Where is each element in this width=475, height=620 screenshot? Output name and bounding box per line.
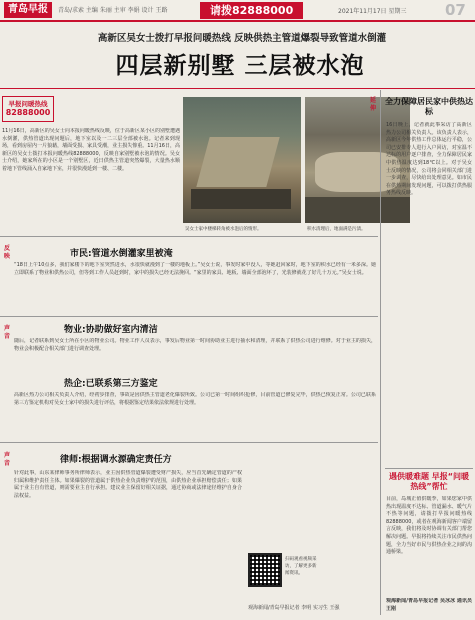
masthead-editors: 青岛/求索 主编 朱丽 主审 李娟 设计 王路 bbox=[58, 7, 168, 14]
lead-kicker: 高新区吴女士拨打早报问暖热线 反映供热主管道爆裂导致管道水倒灌 bbox=[97, 33, 387, 44]
hotline-box-title: 早报问暖热线 bbox=[8, 100, 48, 108]
coordinate-label: 声音 bbox=[3, 325, 10, 340]
photo2-caption: 积水清理后，地面满是污渍。 bbox=[307, 227, 366, 232]
column-divider bbox=[380, 90, 381, 615]
lead-body: 11月16日，高新区的吴女士向本报问暖热线反映，位于高新区某小区的别墅遭遇水倒灌，供热管道出现问题后，地下室以及一二三层全部被水泡。记者来到现场，看到房屋内一片狼藉，墙面受损、家具受潮，业主损失惨重。11月16日，高新区的吴女士拨打本报问暖热线82888000，反映自家别墅被水泡的情况。吴女士介绍，她家所在的小区是一个别墅区，近日供热主管道突然爆裂，大量热水顺着地下管线涌入自家地下室，并很快漫延到一楼、二楼。 bbox=[2, 128, 180, 172]
issue-date: 2021年11月17日 星期三 bbox=[338, 8, 407, 15]
extend-label: 延伸 bbox=[369, 97, 376, 112]
reflect-label: 反映 bbox=[3, 245, 10, 260]
reporter-credit: 观海新闻/青岛早报记者 李明 实习生 王强 bbox=[248, 605, 340, 611]
section4-body: 针对此事，山东某律师事务所律师表示，业主因供热管道爆裂遭受财产损失，应当首先确定管道的产权归属和维护责任主体。如果爆裂的管道属于供热企业负责维护的范围，由供热企业承担赔偿责任；如果属于业主自有管道，则需要业主自行承担。建议业主保留好相关证据，通过协商或法律途径维护自身合法权益。 bbox=[14, 470, 242, 499]
qr-code-caption: 扫码观看视频采访，了解更多新闻资讯。 bbox=[285, 557, 317, 576]
help-box-title: 遇供暖难题 早报“问暖热线”帮忙 bbox=[388, 472, 470, 491]
newspaper-logo: 青岛早报 bbox=[4, 2, 52, 18]
section4-heading: 律师:根据调水源确定责任方 bbox=[60, 455, 172, 465]
help-box-body: 目前，岛城正值供暖季，如果您家中供热出现温度不达标、管道漏水、暖气片不热等问题，请拨打早报问暖热线82888000，或者在观海新闻客户端留言反映，我们将及时协调有关部门帮您解决问题。早报将持续关注市民供热问题，全力当好市民与供热企业之间的沟通桥梁。 bbox=[386, 496, 472, 556]
hotline-box-number: 82888000 bbox=[5, 108, 51, 117]
divider bbox=[0, 316, 378, 317]
divider bbox=[385, 468, 473, 469]
divider bbox=[0, 88, 475, 89]
section2-body: 随后，记者联系到吴女士所在小区的物业公司。物业工作人员表示，事发后物业第一时间协助业主进行抽水和清理，并联系了供热公司进行维修。对于业主的损失，物业会积极配合相关部门进行调查处理。 bbox=[14, 338, 376, 352]
masthead bbox=[0, 0, 475, 22]
help-box-signature: 观海新闻/青岛早报记者 吴冰冰 通讯员 王刚 bbox=[386, 598, 472, 612]
section3-heading: 热企:已联系第三方鉴定 bbox=[64, 379, 158, 389]
divider bbox=[0, 442, 378, 443]
section1-body: “18日上午10点多，我们家楼下的地下室突然进水，水很快就漫到了一楼的地板上。”吴女士说，事发时家中没人，等她赶回家时，地下室的积水已经有一米多深。她立即联系了物业和供热公司，但等到工作人员赶到时，家中的损失已经无法挽回。“家里的家具、地板、墙面全部泡坏了，光装修就花了好几十万元。”吴女士说。 bbox=[14, 262, 376, 276]
divider bbox=[0, 236, 378, 237]
qr-code[interactable] bbox=[248, 553, 282, 587]
section2-heading: 物业:协助做好室内清洁 bbox=[64, 325, 158, 335]
right-column-title: 全力保障居民家中供热达标 bbox=[385, 97, 473, 116]
help-box bbox=[385, 472, 473, 614]
page-number: 07 bbox=[445, 1, 466, 19]
flooded-stairs-photo bbox=[183, 97, 301, 223]
photo1-caption: 吴女士家中楼梯转角被水泡后的情形。 bbox=[185, 227, 262, 232]
right-column-body: 16日晚上，记者就此事采访了高新区热力公司相关负责人。该负责人表示，高新区今年供热工作总体运行平稳，公司已安排专人进行入户回访，对室温不达标的用户逐户排查，全力保障居民家中供热温度达到18℃以上。对于吴女士反映的情况，公司将会同相关部门进一步调查，尽快给出处理意见。如市民在供热期间发现问题，可以拨打供热服务热线反映。 bbox=[386, 122, 472, 197]
hotline-banner: 请拨82888000 bbox=[200, 2, 303, 19]
section1-heading: 市民:管道水倒灌家里被淹 bbox=[70, 249, 173, 259]
voice-label: 声音 bbox=[3, 452, 10, 467]
section3-body: 高新区热力公司相关负责人介绍，经初步排查，事故是因供热主管道老化爆裂所致。公司已第一时间组织抢修，目前管道已修复完毕，供热已恢复正常。公司已联系第三方鉴定机构对吴女士家中的损失进行评估，将根据鉴定结果依法依规进行处理。 bbox=[14, 392, 376, 406]
hotline-box bbox=[2, 96, 54, 122]
lead-headline: 四层新别墅 三层被水泡 bbox=[115, 52, 365, 79]
